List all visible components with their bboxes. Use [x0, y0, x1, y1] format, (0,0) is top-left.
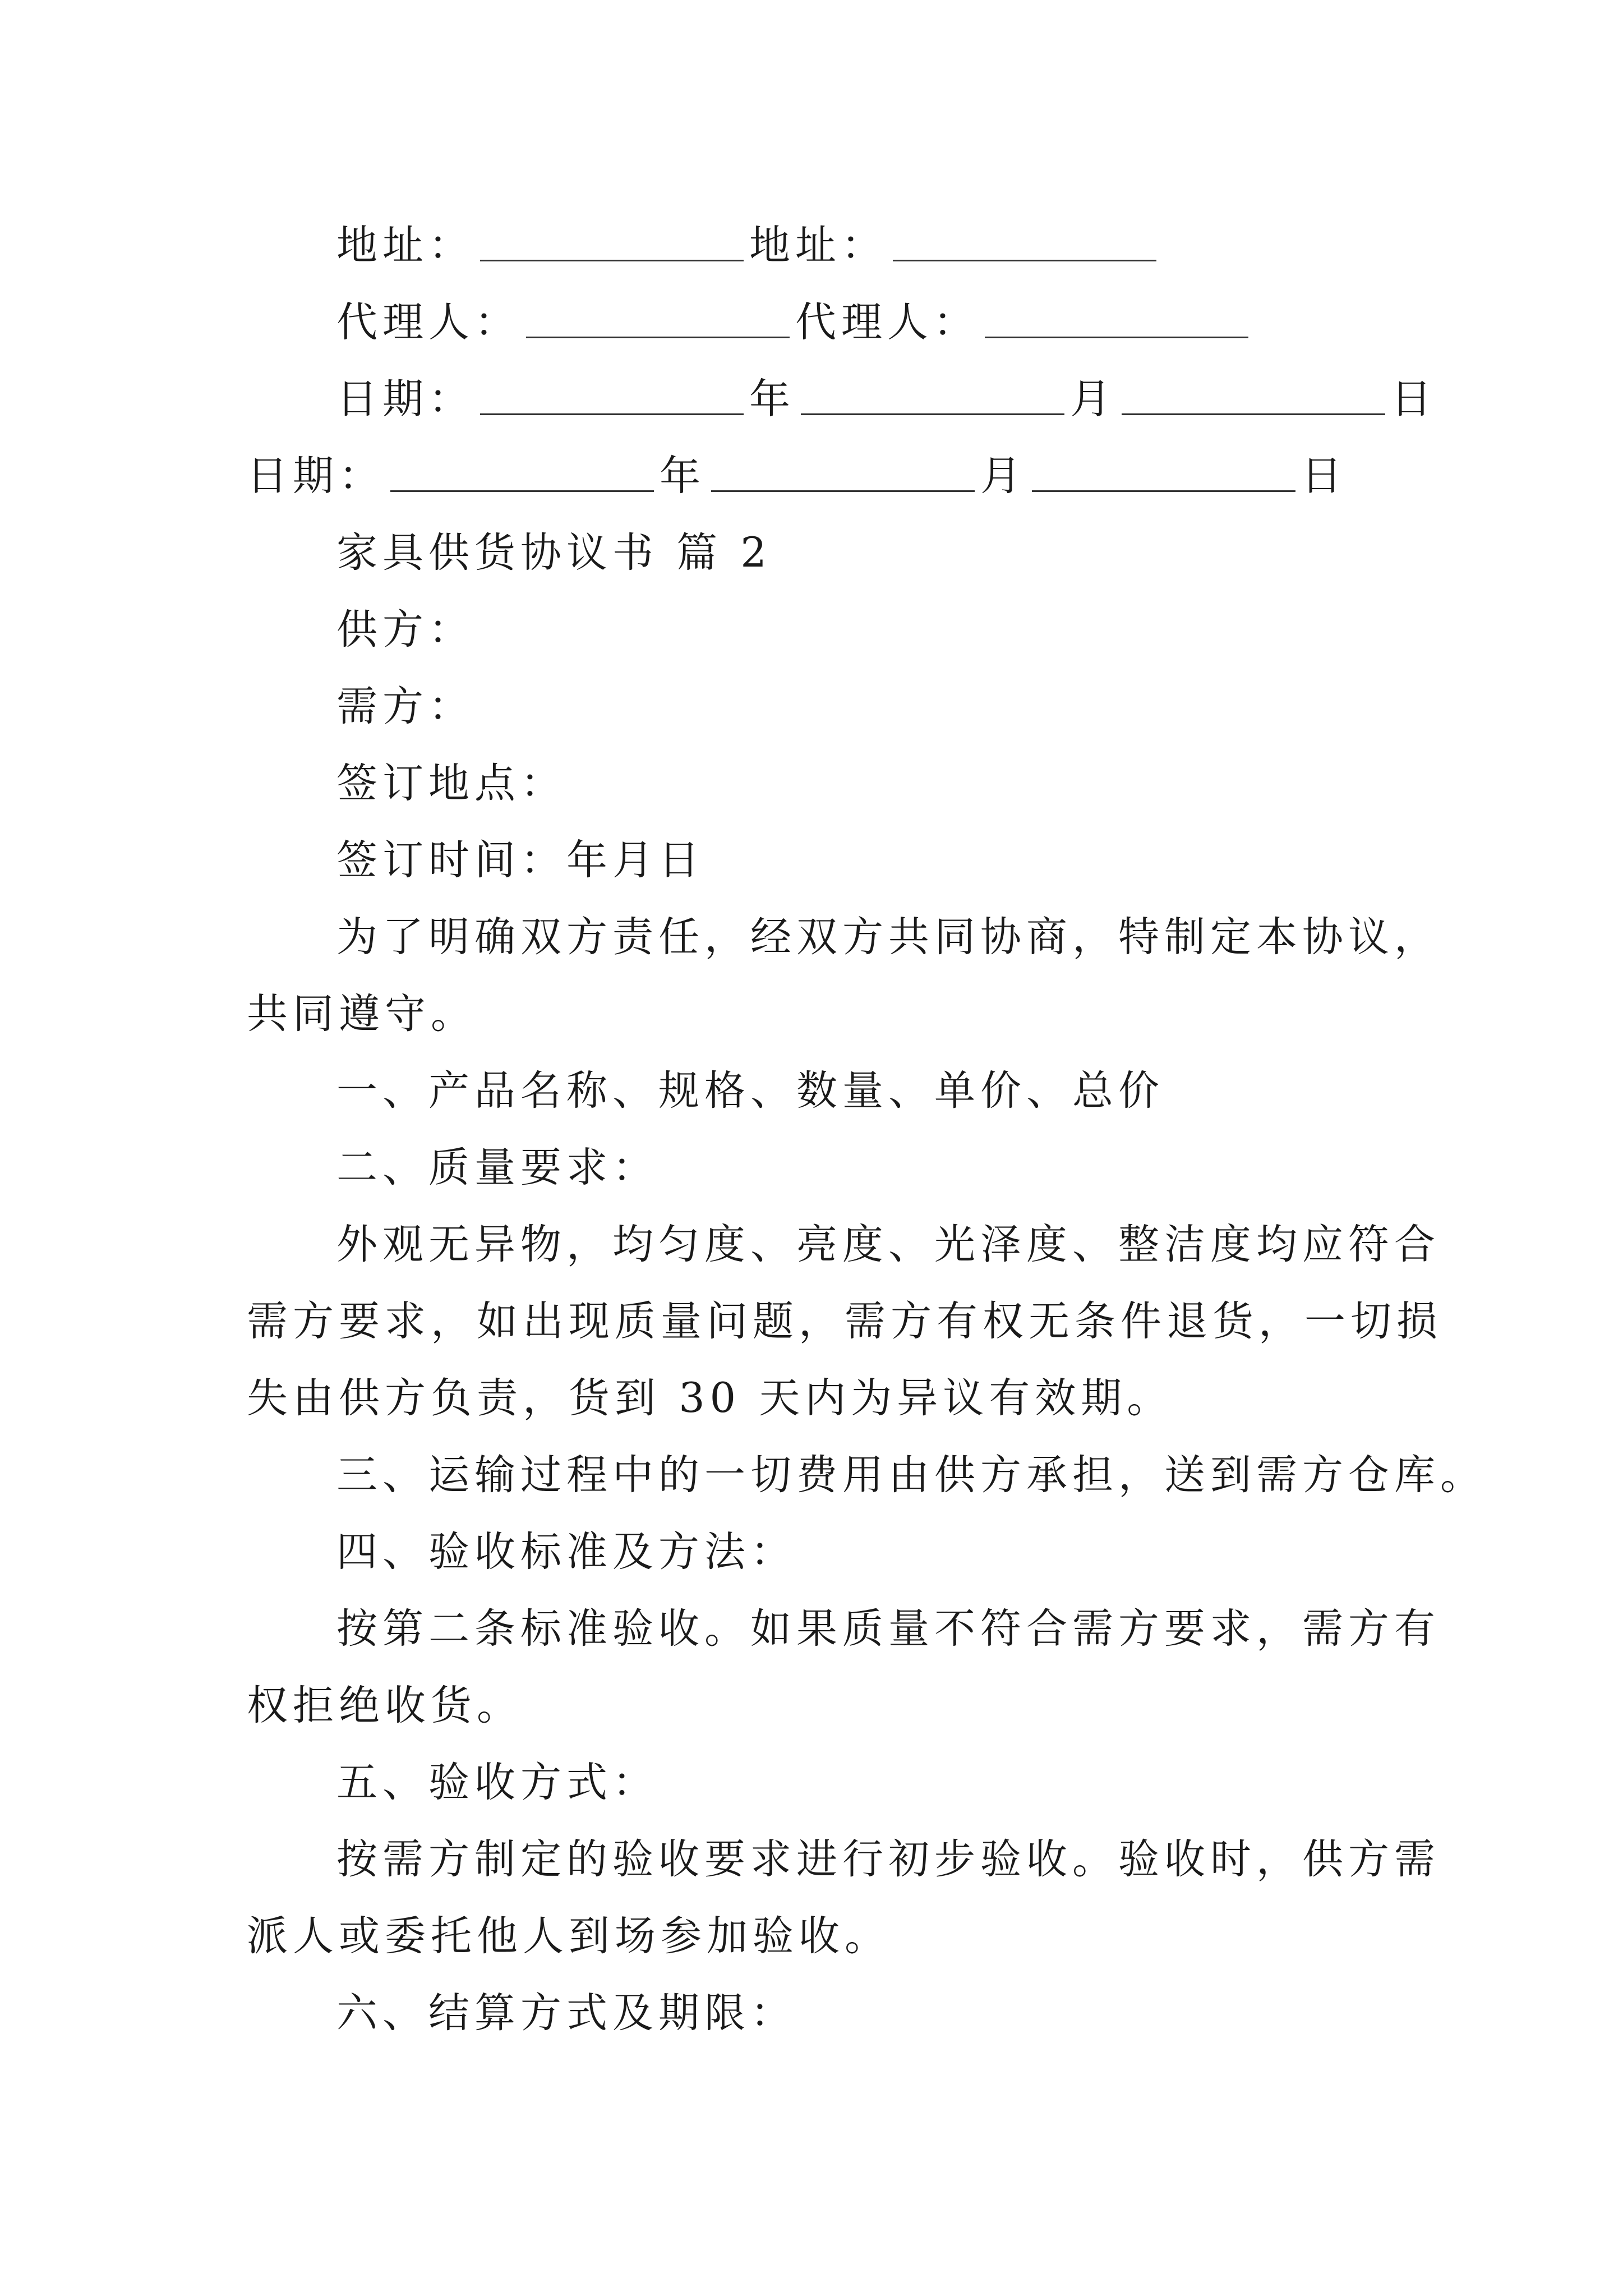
date-label-b: 日期： [247, 452, 385, 500]
quality-paragraph-line-2: 需方要求，如出现质量问题，需方有权无条件退货，一切损 [247, 1297, 1442, 1345]
date-day-blank-a [1122, 380, 1385, 415]
clause-5-heading: 五、验收方式： [336, 1759, 658, 1806]
address-label-a: 地址： [336, 222, 474, 269]
clause-1: 一、产品名称、规格、数量、单价、总价 [336, 1067, 1164, 1115]
day-unit-a: 日 [1391, 375, 1437, 423]
address-blank-a [480, 226, 744, 261]
clause-3: 三、运输过程中的一切费用由供方承担，送到需方仓库。 [336, 1451, 1486, 1499]
supplier-line: 供方： [336, 606, 474, 654]
quality-paragraph-line-1: 外观无异物，均匀度、亮度、光泽度、整洁度均应符合 [336, 1221, 1440, 1268]
address-blank-b [893, 226, 1156, 261]
date-day-blank-b [1032, 457, 1295, 492]
date-label-a: 日期： [336, 375, 474, 423]
intro-paragraph-line-2: 共同遵守。 [247, 990, 477, 1038]
year-unit-b: 年 [660, 452, 706, 500]
method-paragraph-line-2: 派人或委托他人到场参加验收。 [247, 1912, 891, 1960]
clause-6-heading: 六、结算方式及期限： [336, 1989, 796, 2037]
address-line [0, 208, 1623, 284]
method-paragraph-line-1: 按需方制定的验收要求进行初步验收。验收时，供方需 [336, 1835, 1440, 1883]
agent-blank-a [526, 303, 790, 338]
address-label-b: 地址： [749, 222, 887, 269]
quality-paragraph-line-3: 失由供方负责，货到 30 天内为异议有效期。 [247, 1374, 1173, 1422]
date-month-blank-b [711, 457, 975, 492]
date-line-b [0, 438, 1623, 514]
month-unit-a: 月 [1070, 375, 1116, 423]
agent-line [0, 284, 1623, 361]
day-unit-b: 日 [1301, 452, 1347, 500]
month-unit-b: 月 [980, 452, 1026, 500]
clause-2-heading: 二、质量要求： [336, 1144, 658, 1191]
acceptance-paragraph-line-2: 权拒绝收货。 [247, 1682, 523, 1729]
agent-label-a: 代理人： [336, 298, 520, 346]
intro-paragraph-line-1: 为了明确双方责任，经双方共同协商，特制定本协议， [336, 913, 1440, 961]
agent-blank-b [985, 303, 1248, 338]
clause-4-heading: 四、验收标准及方法： [336, 1528, 796, 1576]
acceptance-paragraph-line-1: 按第二条标准验收。如果质量不符合需方要求，需方有 [336, 1605, 1440, 1653]
buyer-line: 需方： [336, 683, 474, 730]
agent-label-b: 代理人： [795, 298, 979, 346]
date-line-a [0, 361, 1623, 438]
date-year-blank-a [480, 380, 744, 415]
sign-time-line: 签订时间：年月日 [336, 836, 704, 884]
section-title: 家具供货协议书 篇 2 [336, 529, 772, 577]
year-unit-a: 年 [749, 375, 795, 423]
date-month-blank-a [801, 380, 1064, 415]
date-year-blank-b [390, 457, 654, 492]
sign-place-line: 签订地点： [336, 760, 566, 807]
